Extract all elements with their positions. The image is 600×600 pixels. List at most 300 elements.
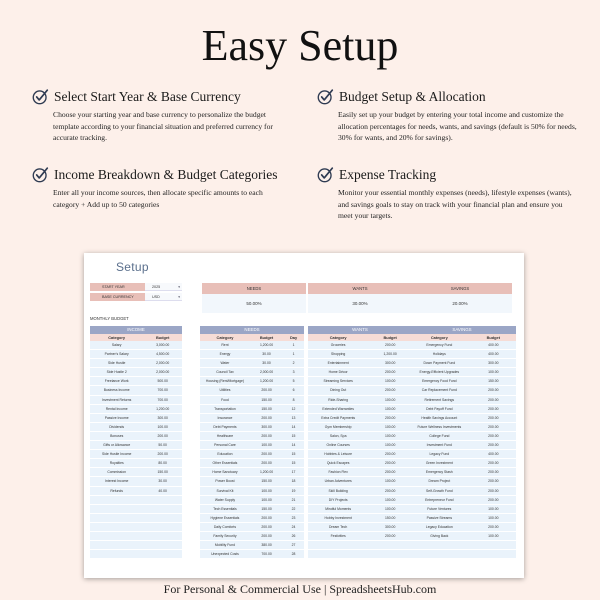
table-cell[interactable]: 200.00 bbox=[157, 452, 168, 457]
table-cell[interactable]: Emergency Fund bbox=[426, 343, 453, 347]
table-cell[interactable]: 100.00 bbox=[384, 424, 396, 429]
table-cell[interactable]: 3 bbox=[292, 370, 295, 375]
table-row bbox=[408, 523, 516, 532]
table-cell[interactable]: 200.00 bbox=[488, 479, 499, 484]
check-circle-icon bbox=[317, 88, 334, 105]
table-row bbox=[408, 414, 516, 423]
table-cell[interactable]: 50.00 bbox=[158, 443, 167, 448]
table-cell[interactable]: 30.00 bbox=[158, 479, 167, 484]
table-cell[interactable]: 200.00 bbox=[384, 533, 396, 538]
table-cell[interactable]: 150.00 bbox=[261, 506, 272, 511]
table-cell[interactable]: Ride-Sharing bbox=[328, 397, 349, 402]
table-row bbox=[408, 350, 516, 359]
table-cell[interactable] bbox=[143, 541, 182, 549]
table-cell[interactable]: Other Essentials bbox=[212, 461, 238, 466]
table-cell[interactable]: Groceries bbox=[330, 343, 346, 347]
table-cell[interactable]: Tech Essentials bbox=[213, 506, 237, 511]
table-cell[interactable]: Commission bbox=[107, 470, 126, 475]
table-cell[interactable]: 8 bbox=[292, 397, 295, 402]
start-year-select[interactable] bbox=[145, 283, 182, 291]
table-cell[interactable]: 17 bbox=[291, 470, 296, 475]
allocation-input[interactable]: 30.00% bbox=[308, 294, 412, 313]
table-cell[interactable]: Emergency Food Fund bbox=[422, 379, 457, 384]
table-cell[interactable]: 5 bbox=[292, 379, 295, 384]
column-header: Category bbox=[430, 335, 448, 340]
dropdown-arrow-icon: ▾ bbox=[178, 295, 180, 299]
table-cell[interactable]: 100.00 bbox=[384, 379, 396, 384]
table-cell[interactable]: 28 bbox=[291, 552, 296, 557]
table-cell[interactable] bbox=[90, 541, 143, 549]
table-cell[interactable]: 200.00 bbox=[488, 397, 499, 402]
table-cell[interactable]: Hobbies & Leisure bbox=[324, 452, 353, 457]
table-cell[interactable]: 400.00 bbox=[488, 343, 499, 347]
table-cell[interactable]: Mobility Fund bbox=[214, 543, 236, 548]
table-row bbox=[408, 532, 516, 541]
table-cell[interactable]: 100.00 bbox=[488, 533, 499, 538]
table-cell[interactable]: 2,000.00 bbox=[259, 370, 274, 375]
table-cell[interactable]: Debt Payoff Fund bbox=[426, 406, 453, 411]
table-cell[interactable] bbox=[308, 541, 368, 549]
table-row bbox=[408, 359, 516, 368]
table-cell[interactable]: Emergency Stash bbox=[425, 470, 453, 475]
table-cell[interactable]: 1,200.00 bbox=[259, 379, 274, 384]
table-cell[interactable] bbox=[308, 550, 368, 558]
table-cell[interactable] bbox=[471, 541, 516, 549]
table-cell[interactable]: 100.00 bbox=[261, 443, 272, 448]
table-cell[interactable]: 14 bbox=[291, 424, 296, 429]
spreadsheet-preview bbox=[84, 253, 524, 578]
table-cell[interactable]: Salon, Spa bbox=[329, 433, 347, 438]
needs-allocation bbox=[202, 283, 306, 313]
table-row bbox=[200, 368, 304, 377]
table-row bbox=[308, 514, 412, 523]
table-cell[interactable]: Dividends bbox=[109, 424, 125, 429]
table-cell[interactable]: 200.00 bbox=[261, 524, 272, 529]
table-row bbox=[308, 341, 412, 350]
table-row bbox=[200, 396, 304, 405]
table-cell[interactable]: 80.00 bbox=[158, 461, 167, 466]
table-cell[interactable]: 700.00 bbox=[157, 397, 168, 402]
table-body bbox=[90, 341, 182, 559]
allocation-input[interactable]: 20.00% bbox=[408, 294, 512, 313]
table-cell[interactable]: Personal Care bbox=[214, 443, 236, 448]
table-cell[interactable]: Festivities bbox=[330, 533, 346, 538]
table-cell[interactable]: Dream Project bbox=[428, 479, 451, 484]
table-cell[interactable]: 200.00 bbox=[261, 415, 272, 420]
table-cell[interactable]: Online Courses bbox=[326, 443, 350, 448]
column-header: Category bbox=[329, 335, 347, 340]
table-row bbox=[408, 450, 516, 459]
table-cell[interactable]: 300.00 bbox=[488, 361, 499, 366]
table-cell[interactable]: Future Wellness Investments bbox=[417, 424, 462, 429]
table-cell[interactable]: Healthcare bbox=[216, 433, 234, 438]
table-row bbox=[90, 496, 182, 505]
table-cell[interactable]: Extended Warranties bbox=[322, 406, 354, 411]
table-row bbox=[90, 550, 182, 559]
table-cell[interactable] bbox=[143, 523, 182, 531]
table-cell[interactable]: 15 bbox=[291, 433, 296, 438]
table-cell[interactable]: 400.00 bbox=[488, 352, 499, 357]
feature-income-breakdown bbox=[32, 166, 282, 210]
table-cell[interactable]: Bonuses bbox=[110, 433, 124, 438]
table-cell[interactable]: 200.00 bbox=[384, 415, 396, 420]
table-cell[interactable]: Health Savings Account bbox=[421, 415, 458, 420]
table-cell[interactable]: 200.00 bbox=[488, 433, 499, 438]
table-cell[interactable]: Energy-Efficient Upgrades bbox=[419, 370, 460, 375]
table-cell[interactable] bbox=[143, 496, 182, 504]
table-row bbox=[200, 550, 304, 559]
table-row bbox=[200, 441, 304, 450]
table-cell[interactable]: 24 bbox=[291, 524, 296, 529]
table-cell[interactable]: 12 bbox=[291, 406, 296, 411]
table-cell[interactable]: Side Hustle Income bbox=[101, 452, 132, 457]
savings-block bbox=[408, 326, 516, 559]
table-cell[interactable]: Partner's Salary bbox=[104, 352, 129, 357]
table-cell[interactable]: 150.00 bbox=[384, 515, 396, 520]
table-cell[interactable]: Quick Escapes bbox=[326, 461, 350, 466]
table-cell[interactable]: 200.00 bbox=[384, 488, 396, 493]
table-cell[interactable]: Water Supply bbox=[214, 497, 236, 502]
table-cell[interactable]: 700.00 bbox=[261, 552, 272, 557]
table-cell[interactable]: Home Décor bbox=[328, 370, 348, 375]
table-cell[interactable]: 200.00 bbox=[384, 388, 396, 393]
table-cell[interactable]: 40.00 bbox=[158, 488, 167, 493]
table-cell[interactable]: 18 bbox=[291, 479, 296, 484]
table-row bbox=[408, 550, 516, 559]
table-cell[interactable]: Power Boost bbox=[215, 479, 235, 484]
table-cell[interactable]: 21 bbox=[291, 497, 296, 502]
table-cell[interactable]: 100.00 bbox=[384, 433, 396, 438]
table-cell[interactable]: DIY Projects bbox=[328, 497, 348, 502]
column-headers bbox=[90, 334, 182, 341]
table-cell[interactable]: 6 bbox=[292, 388, 295, 393]
dropdown-arrow-icon: ▾ bbox=[178, 285, 180, 289]
table-row bbox=[308, 487, 412, 496]
table-row bbox=[200, 341, 304, 350]
table-cell[interactable]: 22 bbox=[291, 506, 296, 511]
table-body bbox=[200, 341, 304, 559]
allocation-input[interactable]: 50.00% bbox=[202, 294, 306, 313]
check-circle-icon bbox=[32, 88, 49, 105]
table-cell[interactable]: 1,200.00 bbox=[259, 470, 274, 475]
table-cell[interactable]: 19 bbox=[291, 488, 296, 493]
table-cell[interactable]: 15 bbox=[291, 461, 296, 466]
wants-block bbox=[308, 326, 412, 559]
table-cell[interactable]: 1,200.00 bbox=[259, 343, 274, 347]
table-cell[interactable]: Dining Out bbox=[330, 388, 347, 393]
table-cell[interactable]: Extra Credit Payments bbox=[321, 415, 356, 420]
table-cell[interactable]: 200.00 bbox=[488, 443, 499, 448]
table-row bbox=[90, 523, 182, 532]
table-cell[interactable]: Mindful Moments bbox=[325, 506, 352, 511]
table-cell[interactable]: 100.00 bbox=[384, 479, 396, 484]
table-cell[interactable]: 14 bbox=[291, 443, 296, 448]
table-row bbox=[408, 505, 516, 514]
table-cell[interactable] bbox=[368, 550, 412, 558]
table-row bbox=[90, 532, 182, 541]
table-cell[interactable]: Hygiene Essentials bbox=[210, 515, 240, 520]
table-cell[interactable]: 500.00 bbox=[157, 379, 168, 384]
table-cell[interactable]: Investment Fund bbox=[426, 443, 452, 448]
table-cell[interactable]: 15 bbox=[291, 452, 296, 457]
table-cell[interactable]: 200.00 bbox=[384, 370, 396, 375]
table-cell[interactable]: 23 bbox=[291, 515, 296, 520]
table-cell[interactable]: 200.00 bbox=[488, 415, 499, 420]
table-cell[interactable]: Green Investment bbox=[425, 461, 453, 466]
table-cell[interactable]: 300.00 bbox=[384, 361, 396, 366]
table-cell[interactable]: Housing (Rent/Mortgage) bbox=[205, 379, 244, 384]
table-cell[interactable] bbox=[90, 532, 143, 540]
table-cell[interactable]: 4,500.00 bbox=[156, 352, 170, 357]
table-cell[interactable]: 2,000.00 bbox=[156, 361, 170, 366]
table-cell[interactable] bbox=[143, 514, 182, 522]
table-cell[interactable]: 200.00 bbox=[261, 533, 272, 538]
table-body bbox=[308, 341, 412, 559]
table-cell[interactable]: Down Payment Fund bbox=[423, 361, 456, 366]
table-row bbox=[408, 487, 516, 496]
table-cell[interactable] bbox=[368, 541, 412, 549]
check-circle-icon bbox=[317, 166, 334, 183]
table-cell[interactable]: Utilities bbox=[219, 388, 231, 393]
table-cell[interactable]: 700.00 bbox=[157, 388, 168, 393]
table-cell[interactable] bbox=[408, 541, 471, 549]
table-cell[interactable] bbox=[90, 550, 143, 558]
table-row bbox=[200, 386, 304, 395]
table-cell[interactable]: Food bbox=[221, 397, 229, 402]
wants-header: WANTS bbox=[308, 326, 412, 334]
table-row bbox=[90, 423, 182, 432]
table-cell[interactable]: Transportation bbox=[214, 406, 236, 411]
table-cell[interactable]: 200.00 bbox=[488, 461, 499, 466]
table-cell[interactable]: Survival Kit bbox=[216, 488, 234, 493]
table-cell[interactable]: 100.00 bbox=[384, 406, 396, 411]
table-cell[interactable]: 1,200.00 bbox=[156, 406, 170, 411]
table-cell[interactable]: 200.00 bbox=[261, 452, 272, 457]
table-cell[interactable]: 200.00 bbox=[488, 388, 499, 393]
table-row bbox=[408, 368, 516, 377]
table-cell[interactable]: 100.00 bbox=[384, 497, 396, 502]
table-row bbox=[90, 396, 182, 405]
table-cell[interactable]: 150.00 bbox=[157, 470, 168, 475]
table-cell[interactable]: Unexpected Costs bbox=[211, 552, 239, 557]
table-cell[interactable]: Freelance Work bbox=[104, 379, 129, 384]
table-row bbox=[90, 377, 182, 386]
table-cell[interactable]: 100.00 bbox=[488, 515, 499, 520]
table-cell[interactable]: 100.00 bbox=[261, 488, 272, 493]
table-cell[interactable]: 200.00 bbox=[488, 470, 499, 475]
table-cell[interactable] bbox=[471, 550, 516, 558]
table-cell[interactable] bbox=[143, 532, 182, 540]
table-cell[interactable]: Passive Streams bbox=[426, 515, 453, 520]
table-cell[interactable]: Holidays bbox=[432, 352, 446, 357]
table-row bbox=[308, 396, 412, 405]
table-cell[interactable]: 100.00 bbox=[261, 497, 272, 502]
table-cell[interactable]: Retirement Savings bbox=[424, 397, 455, 402]
table-cell[interactable]: 200.00 bbox=[384, 452, 396, 457]
column-header: Budget bbox=[259, 335, 274, 340]
table-cell[interactable]: Gifts or Allowance bbox=[103, 443, 131, 448]
table-cell[interactable]: Business Income bbox=[103, 388, 130, 393]
table-cell[interactable]: Entrepreneur Fund bbox=[425, 497, 454, 502]
table-cell[interactable]: 100.00 bbox=[488, 370, 499, 375]
feature-title: Select Start Year & Base Currency bbox=[54, 88, 241, 104]
table-cell[interactable]: Streaming Services bbox=[323, 379, 353, 384]
table-cell[interactable]: 27 bbox=[291, 543, 296, 548]
allocation-label: NEEDS bbox=[202, 283, 306, 294]
table-cell[interactable]: Side Hustle 2 bbox=[106, 370, 127, 375]
table-row bbox=[90, 359, 182, 368]
table-row bbox=[408, 405, 516, 414]
table-cell[interactable]: Home Sanctuary bbox=[212, 470, 238, 475]
table-cell[interactable]: Giving Back bbox=[430, 533, 449, 538]
table-cell[interactable]: 150.00 bbox=[261, 406, 272, 411]
table-cell[interactable]: 200.00 bbox=[488, 497, 499, 502]
table-cell[interactable]: 200.00 bbox=[384, 343, 396, 347]
table-row bbox=[408, 386, 516, 395]
table-row bbox=[90, 414, 182, 423]
table-cell[interactable]: 150.00 bbox=[488, 379, 499, 384]
table-cell[interactable]: 1 bbox=[292, 352, 295, 357]
table-cell[interactable]: Family Security bbox=[213, 533, 237, 538]
table-row bbox=[200, 514, 304, 523]
table-cell[interactable]: Interest Income bbox=[104, 479, 129, 484]
table-cell[interactable] bbox=[90, 523, 143, 531]
table-row bbox=[200, 377, 304, 386]
table-cell[interactable]: Urban Adventures bbox=[324, 479, 352, 484]
column-header: Category bbox=[108, 335, 126, 340]
table-row bbox=[90, 350, 182, 359]
table-cell[interactable]: Energy bbox=[219, 352, 231, 357]
table-cell[interactable] bbox=[90, 505, 143, 513]
table-cell[interactable]: Refunds bbox=[110, 488, 123, 493]
table-row bbox=[308, 432, 412, 441]
table-cell[interactable]: Side Hustle bbox=[108, 361, 126, 366]
table-row bbox=[90, 477, 182, 486]
table-cell[interactable]: Education bbox=[217, 452, 233, 457]
table-row bbox=[308, 359, 412, 368]
table-cell[interactable]: 200.00 bbox=[261, 433, 272, 438]
table-cell[interactable]: Debt Payments bbox=[213, 424, 237, 429]
table-cell[interactable]: Hobby Investment bbox=[324, 515, 352, 520]
table-cell[interactable] bbox=[143, 550, 182, 558]
table-cell[interactable]: Dream Tech bbox=[329, 524, 348, 529]
table-cell[interactable]: 200.00 bbox=[384, 461, 396, 466]
table-row bbox=[90, 541, 182, 550]
table-cell[interactable]: 200.00 bbox=[488, 424, 499, 429]
table-cell[interactable]: 1 bbox=[292, 343, 295, 347]
table-row bbox=[90, 441, 182, 450]
table-cell[interactable] bbox=[143, 505, 182, 513]
table-row bbox=[308, 350, 412, 359]
table-cell[interactable]: Daily Comforts bbox=[213, 524, 237, 529]
table-row bbox=[308, 423, 412, 432]
table-cell[interactable]: 200.00 bbox=[488, 524, 499, 529]
table-row bbox=[90, 405, 182, 414]
table-cell[interactable]: Salary bbox=[111, 343, 122, 347]
table-cell[interactable]: 2 bbox=[292, 361, 295, 366]
check-circle-icon bbox=[32, 166, 49, 183]
table-cell[interactable]: 100.00 bbox=[384, 397, 396, 402]
table-cell[interactable]: 300.00 bbox=[261, 424, 272, 429]
table-cell[interactable] bbox=[408, 550, 471, 558]
table-cell[interactable]: Passive Income bbox=[104, 415, 129, 420]
table-cell[interactable]: 400.00 bbox=[488, 452, 499, 457]
table-cell[interactable]: Skill Building bbox=[328, 488, 348, 493]
table-cell[interactable]: 380.00 bbox=[261, 543, 272, 548]
table-cell[interactable]: 26 bbox=[291, 533, 296, 538]
table-cell[interactable]: Rental Income bbox=[105, 406, 128, 411]
table-cell[interactable]: 200.00 bbox=[488, 488, 499, 493]
table-cell[interactable]: 200.00 bbox=[261, 515, 272, 520]
table-cell[interactable]: 13 bbox=[291, 415, 296, 420]
column-header: Budget bbox=[155, 335, 170, 340]
table-cell[interactable]: Water bbox=[220, 361, 230, 366]
table-cell[interactable]: 3,000.00 bbox=[156, 343, 170, 347]
table-cell[interactable]: Royalties bbox=[109, 461, 124, 466]
table-cell[interactable]: Council Tax bbox=[216, 370, 234, 375]
table-cell[interactable] bbox=[90, 514, 143, 522]
table-cell[interactable]: 100.00 bbox=[157, 424, 168, 429]
table-row bbox=[308, 386, 412, 395]
table-cell[interactable]: Fashion Flex bbox=[328, 470, 348, 475]
table-cell[interactable]: 200.00 bbox=[261, 388, 272, 393]
start-year-value: 2025 bbox=[152, 285, 161, 289]
table-cell[interactable]: 300.00 bbox=[384, 524, 396, 529]
table-cell[interactable]: 300.00 bbox=[157, 415, 168, 420]
table-cell[interactable]: 1,200.00 bbox=[383, 352, 397, 357]
table-row bbox=[408, 477, 516, 486]
table-cell[interactable]: 200.00 bbox=[384, 470, 396, 475]
table-cell[interactable]: Rent bbox=[221, 343, 229, 347]
table-cell[interactable]: 100.00 bbox=[384, 443, 396, 448]
table-cell[interactable]: 30.00 bbox=[262, 352, 271, 357]
table-cell[interactable]: College Fund bbox=[429, 433, 450, 438]
needs-block bbox=[200, 326, 304, 559]
table-cell[interactable]: 2,000.00 bbox=[156, 370, 170, 375]
start-year-label: START YEAR bbox=[90, 283, 145, 291]
table-cell[interactable]: Entertainment bbox=[327, 361, 349, 366]
table-cell[interactable]: 150.00 bbox=[261, 479, 272, 484]
table-cell[interactable]: Gym Membership bbox=[324, 424, 352, 429]
table-cell[interactable]: Investment Returns bbox=[101, 397, 132, 402]
table-cell[interactable] bbox=[90, 496, 143, 504]
table-cell[interactable]: Shopping bbox=[330, 352, 346, 357]
table-cell[interactable]: Self-Growth Fund bbox=[426, 488, 453, 493]
column-headers bbox=[308, 334, 412, 341]
table-cell[interactable]: 200.00 bbox=[157, 433, 168, 438]
feature-title: Income Breakdown & Budget Categories bbox=[54, 166, 278, 182]
table-cell[interactable]: 100.00 bbox=[384, 506, 396, 511]
table-cell[interactable]: 30.00 bbox=[262, 361, 271, 366]
table-cell[interactable]: 150.00 bbox=[261, 397, 272, 402]
base-currency-select[interactable] bbox=[145, 293, 182, 301]
table-cell[interactable]: Future Ventures bbox=[427, 506, 452, 511]
table-row bbox=[408, 423, 516, 432]
table-cell[interactable]: 200.00 bbox=[261, 461, 272, 466]
table-cell[interactable]: Legacy Fund bbox=[429, 452, 450, 457]
table-row bbox=[308, 368, 412, 377]
table-cell[interactable]: Car Replacement Fund bbox=[421, 388, 457, 393]
table-row bbox=[308, 505, 412, 514]
table-cell[interactable]: 200.00 bbox=[488, 406, 499, 411]
table-cell[interactable]: Legacy Education bbox=[425, 524, 453, 529]
table-cell[interactable]: 100.00 bbox=[488, 506, 499, 511]
column-headers bbox=[408, 334, 516, 341]
table-cell[interactable]: Insurance bbox=[217, 415, 233, 420]
income-header: INCOME bbox=[90, 326, 182, 334]
table-row bbox=[200, 496, 304, 505]
table-row bbox=[200, 423, 304, 432]
